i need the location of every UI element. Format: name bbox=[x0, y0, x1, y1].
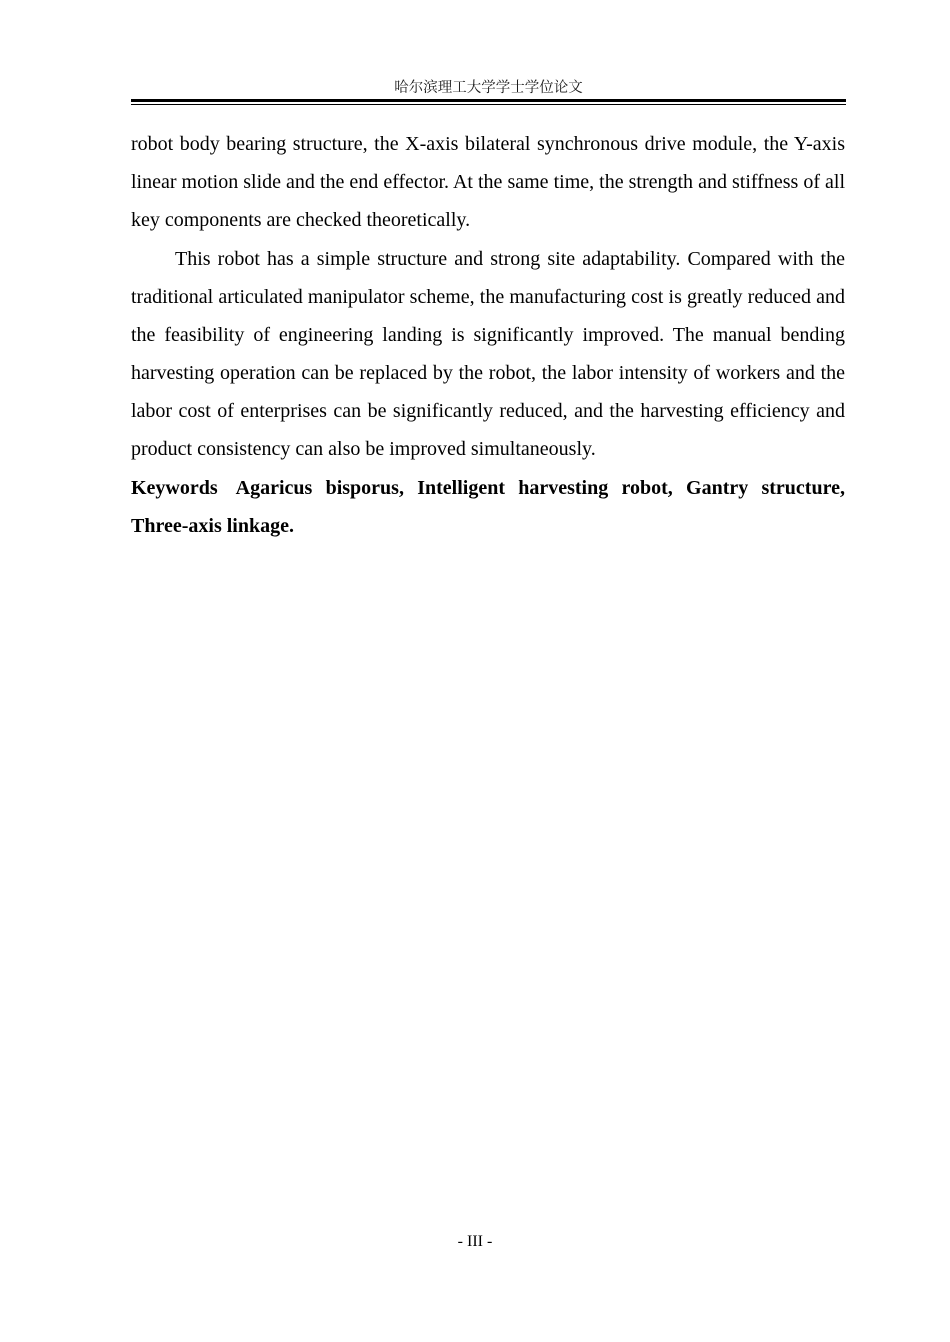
abstract-body bbox=[131, 125, 845, 545]
keywords-line bbox=[131, 468, 845, 545]
keywords-text: Agaricus bisporus, Intelligent harvesting robot, Gantry structure, Three-axis linkage. bbox=[131, 477, 845, 537]
keywords-label: Keywords bbox=[131, 477, 218, 499]
page-number: - III - bbox=[457, 1233, 493, 1250]
header-rule-thin bbox=[131, 104, 846, 105]
header-rule-thick bbox=[131, 99, 846, 102]
page-header: 哈尔滨理工大学学士学位论文 bbox=[394, 80, 583, 96]
abstract-paragraph-1: robot body bearing structure, the X-axis bilateral synchronous drive module, the Y-axis linear motion slide and the end effector. At the same time, the strength and stiffness of all key components are checked theoretically. bbox=[131, 133, 845, 231]
abstract-paragraph-2: This robot has a simple structure and strong site adaptability. Compared with the traditional articulated manipulator scheme, the manufacturing cost is greatly reduced and the feasibility of engineering landing is significantly improved. The manual bending harvesting operation can be replaced by the robot, the labor intensity of workers and the labor cost of enterprises can be significantly reduced, and the harvesting efficiency and product consistency can also be improved simultaneously. bbox=[131, 248, 845, 460]
